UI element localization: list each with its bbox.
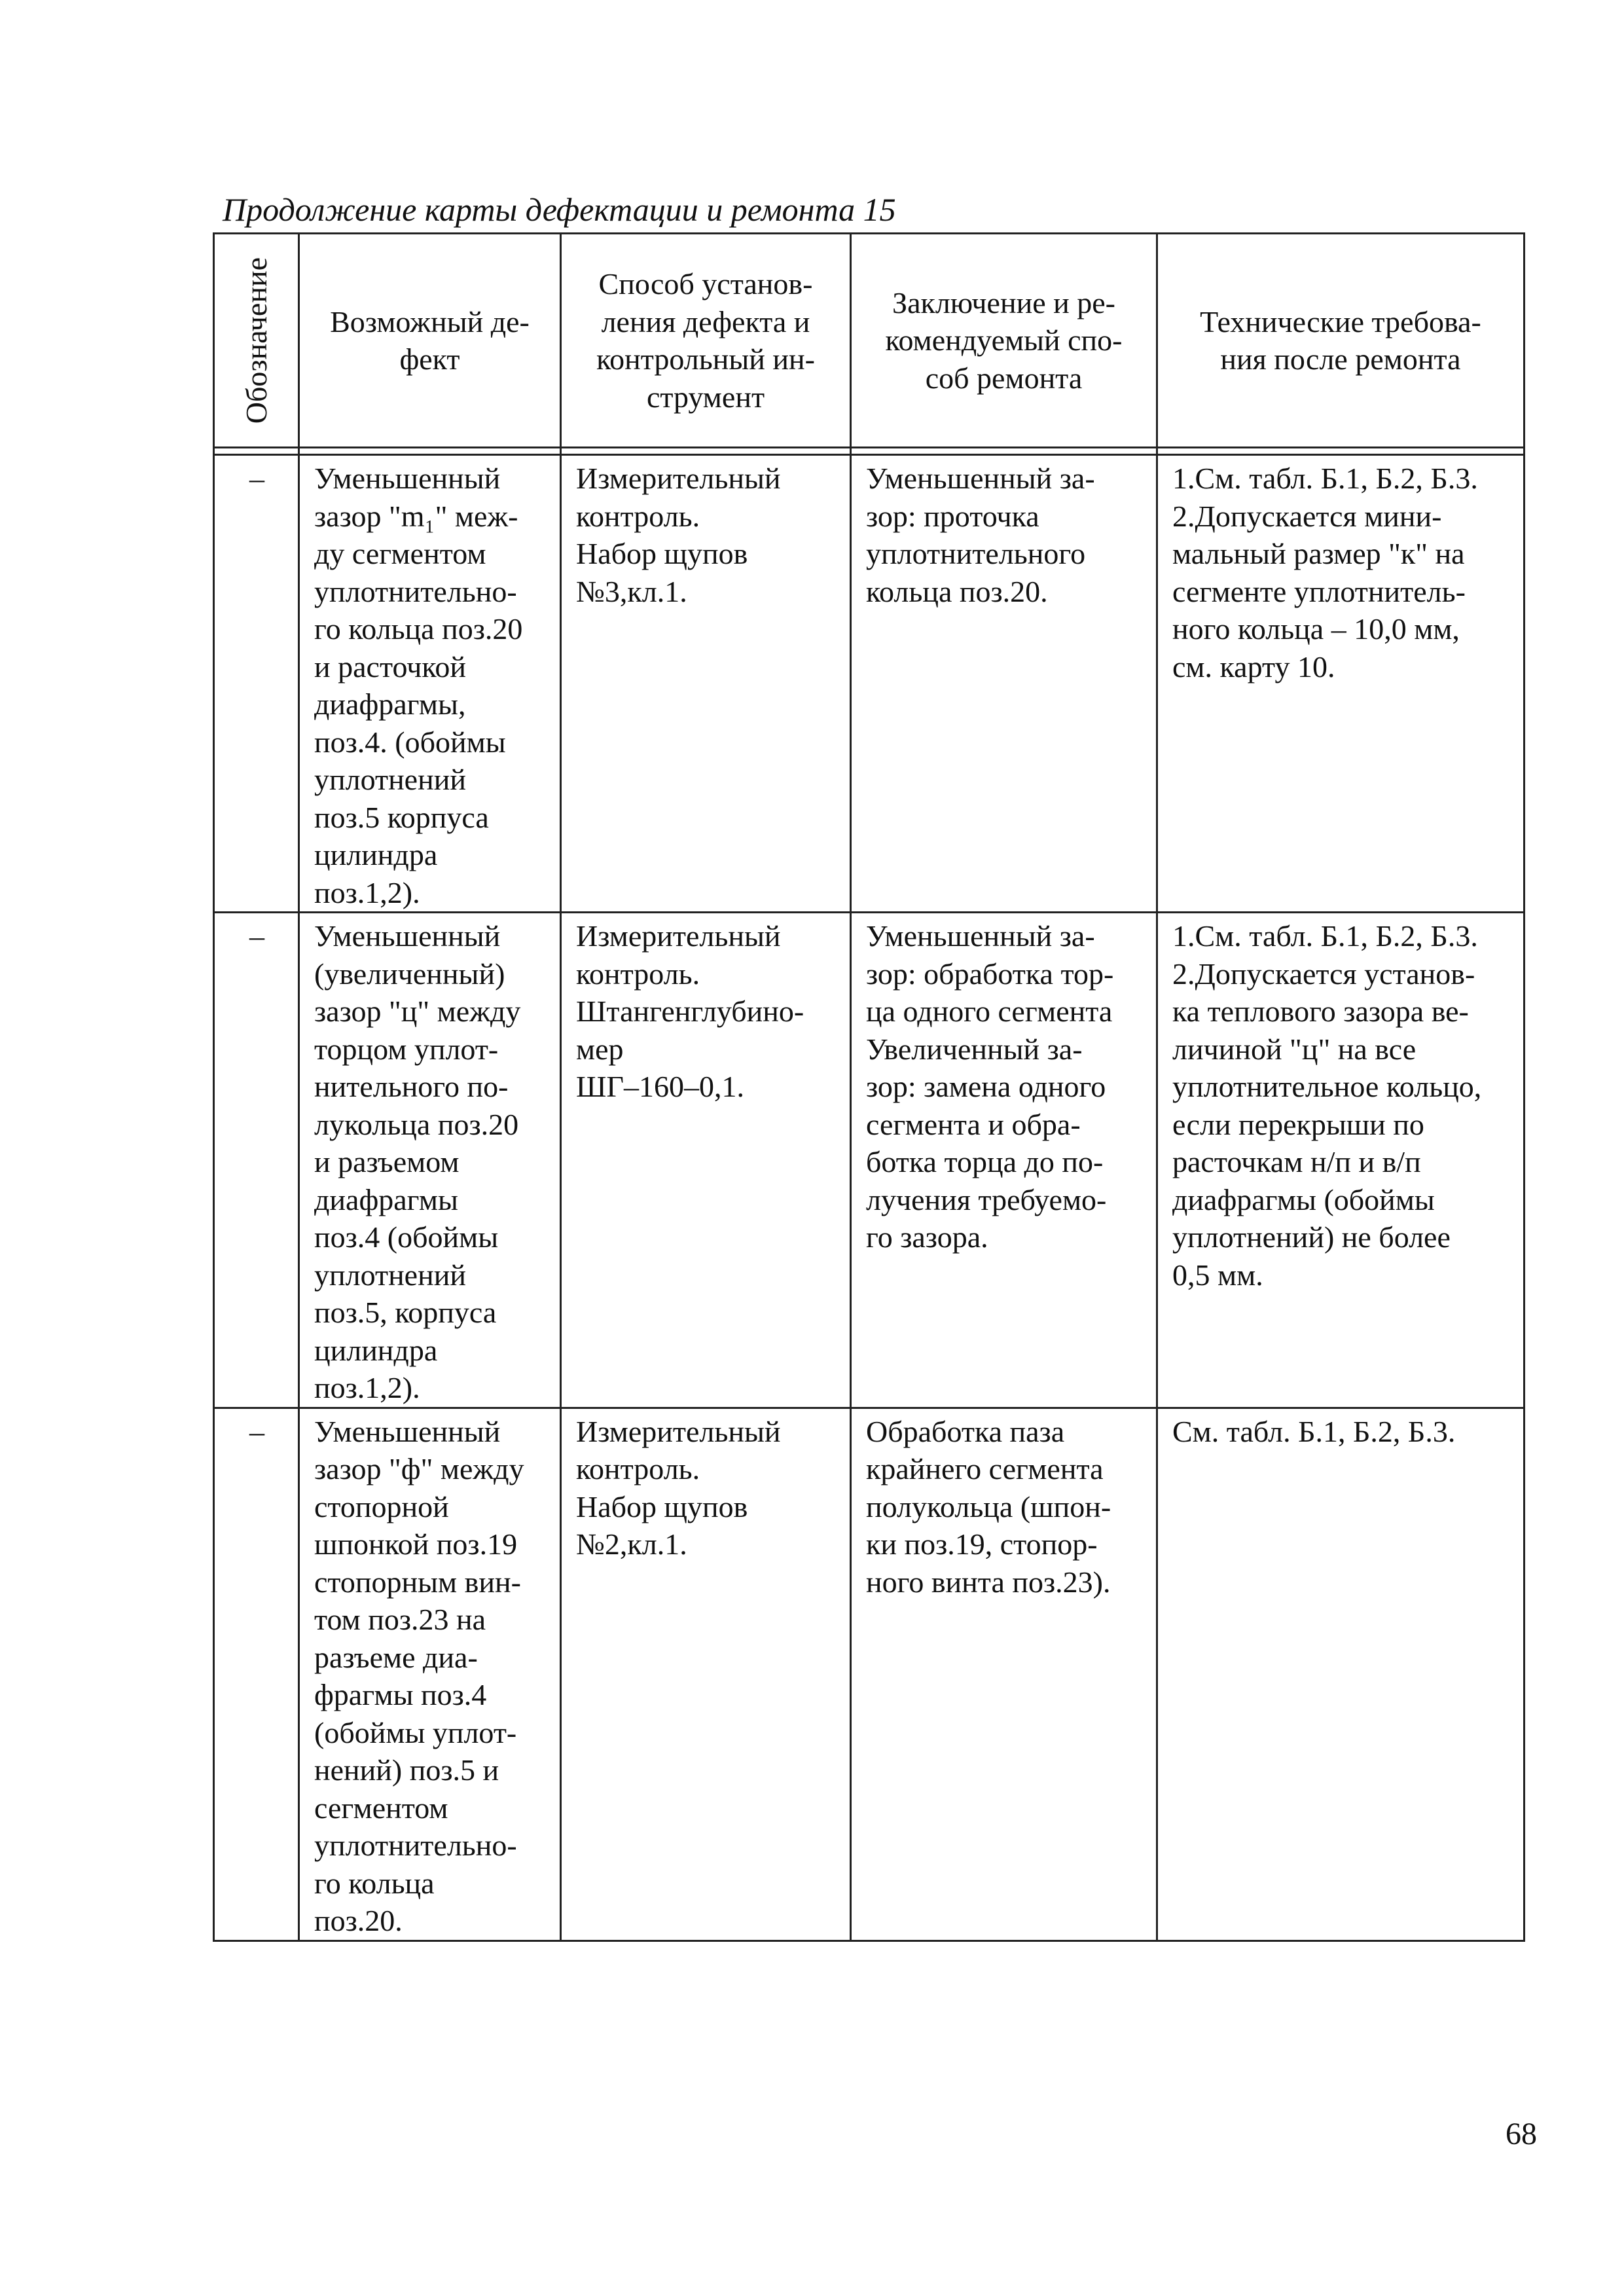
cell-line: мер [576,1032,624,1066]
cell-line: Увеличенный за- [866,1032,1083,1066]
header-designation-label: Обозначение [239,257,273,424]
cell-line: 1.См. табл. Б.1, Б.2, Б.3. [1172,462,1478,495]
row-defect [299,455,561,913]
cell-line: цилиндра [314,838,438,871]
cell-line: ного кольца – 10,0 мм, [1172,612,1460,646]
cell-line: Штангенглубино- [576,994,804,1028]
cell-line: и разъемом [314,1145,460,1178]
cell-line: уплотнений [314,1258,466,1292]
cell-line: нений) поз.5 и [314,1753,499,1787]
cell-line: (увеличенный) [314,957,505,991]
cell-line: лукольца поз.20 [314,1107,519,1141]
table-row [214,455,1525,913]
defect-repair-table [213,232,1525,1942]
cell-line: Набор щупов [576,537,748,570]
cell-line: мальный размер "к" на [1172,537,1465,570]
page-number: 68 [1506,2117,1537,2151]
cell-line: го кольца поз.20 [314,612,523,646]
cell-line: см. карту 10. [1172,649,1335,683]
cell-line: зор: обработка тор- [866,957,1114,991]
cell-line: №2,кл.1. [576,1527,687,1561]
cell-line: лучения требуемо- [866,1182,1107,1216]
cell-line: Набор щупов [576,1489,748,1523]
cell-line: струмент [646,380,765,414]
cell-line: сегмента и обра- [866,1107,1081,1141]
cell-line: го зазора. [866,1220,988,1254]
cell-line: зор: проточка [866,499,1039,533]
cell-line: если перекрыши по [1172,1107,1424,1141]
row-method [561,913,851,1408]
cell-line: комендуемый спо- [885,323,1123,357]
cell-line: ного винта поз.23). [866,1565,1111,1599]
cell-line: нительного по- [314,1070,509,1103]
cell-line: ца одного сегмента [866,994,1113,1028]
row-conclusion [851,913,1157,1408]
cell-line: зор: замена одного [866,1070,1106,1103]
cell-line: контроль. [576,957,700,991]
cell-line: ка теплового зазора ве- [1172,994,1469,1028]
cell-line: 2.Допускается мини- [1172,499,1442,533]
cell-line: го кольца [314,1866,435,1900]
cell-line: Обработка паза [866,1414,1065,1448]
cell-line: Уменьшенный [314,1414,501,1448]
cell-line: уплотнений) не более [1172,1220,1451,1254]
cell-line: поз.1,2). [314,875,420,909]
cell-line: поз.5 корпуса [314,800,489,834]
cell-line: Уменьшенный за- [866,462,1095,495]
cell-line: ШГ–160–0,1. [576,1070,744,1103]
cell-line: контроль. [576,499,700,533]
header-method [561,234,851,448]
header-defect [299,234,561,448]
cell-line: ния после ремонта [1220,342,1461,376]
cell-line: Уменьшенный [314,919,501,953]
header-conclusion [851,234,1157,448]
cell-line: поз.4. (обоймы [314,725,506,759]
cell-line: Заключение и ре- [892,285,1115,319]
cell-line: ки поз.19, стопор- [866,1527,1098,1561]
cell-line: зазор "ц" между [314,994,521,1028]
cell-line: 1.См. табл. Б.1, Б.2, Б.3. [1172,919,1478,953]
cell-line: цилиндра [314,1333,438,1367]
row-designation: – [214,1408,299,1941]
table-header-row [214,234,1525,448]
cell-line: поз.4 (обоймы [314,1220,499,1254]
cell-line: полукольца (шпон- [866,1489,1111,1523]
cell-line: сегментом [314,1791,448,1825]
cell-line: ления дефекта и [601,304,810,338]
row-method [561,455,851,913]
cell-line: 0,5 мм. [1172,1258,1263,1292]
row-designation: – [214,455,299,913]
cell-line: поз.5, корпуса [314,1296,497,1329]
cell-line: Измерительный [576,919,781,953]
cell-line: контроль. [576,1452,700,1485]
cell-line: уплотнений [314,763,466,796]
cell-line: 2.Допускается установ- [1172,957,1475,991]
cell-line: шпонкой поз.19 [314,1527,518,1561]
cell-line: зазор "ф" между [314,1452,524,1485]
table-row [214,1408,1525,1941]
header-separator [214,448,1525,455]
cell-line: стопорной [314,1489,449,1523]
row-defect [299,913,561,1408]
cell-line: фект [399,342,460,376]
cell-line: ботка торца до по- [866,1145,1104,1178]
cell-line: уплотнительное кольцо, [1172,1070,1482,1103]
cell-line: уплотнительно- [314,574,517,608]
cell-line: Уменьшенный [314,462,501,495]
cell-line: диафрагмы (обоймы [1172,1182,1435,1216]
cell-line: Уменьшенный за- [866,919,1095,953]
cell-line: кольца поз.20. [866,574,1048,608]
row-requirements [1157,1408,1525,1941]
cell-line: крайнего сегмента [866,1452,1104,1485]
cell-line: стопорным вин- [314,1565,521,1599]
row-requirements [1157,913,1525,1408]
cell-line: Способ установ- [598,267,813,301]
cell-line: и расточкой [314,649,467,683]
row-requirements [1157,455,1525,913]
cell-line: том поз.23 на [314,1603,486,1636]
cell-line: поз.1,2). [314,1371,420,1404]
table-caption: Продолжение карты дефектации и ремонта 15 [223,191,896,228]
cell-line: разъеме диа- [314,1640,478,1674]
cell-line: уплотнительно- [314,1829,517,1862]
cell-line: расточкам н/п и в/п [1172,1145,1421,1178]
cell-line: №3,кл.1. [576,574,687,608]
cell-line: Измерительный [576,462,781,495]
row-designation: – [214,913,299,1408]
row-method [561,1408,851,1941]
cell-line: торцом уплот- [314,1032,499,1066]
row-defect [299,1408,561,1941]
cell-line: ду сегментом [314,537,486,570]
cell-line: зазор "m₁" меж- [314,499,518,533]
cell-line: уплотнительного [866,537,1086,570]
cell-line: личиной "ц" на все [1172,1032,1416,1066]
cell-line: Возможный де- [330,304,530,338]
cell-line: См. табл. Б.1, Б.2, Б.3. [1172,1414,1456,1448]
cell-line: контрольный ин- [596,342,815,376]
cell-line: поз.20. [314,1904,403,1937]
cell-line: Технические требова- [1200,304,1481,338]
table-row [214,913,1525,1408]
cell-line: фрагмы поз.4 [314,1678,487,1711]
cell-line: (обоймы уплот- [314,1715,517,1749]
header-designation [214,234,299,448]
row-conclusion [851,455,1157,913]
cell-line: сегменте уплотнитель- [1172,574,1466,608]
cell-line: соб ремонта [925,361,1083,395]
header-requirements [1157,234,1525,448]
cell-line: Измерительный [576,1414,781,1448]
row-conclusion [851,1408,1157,1941]
cell-line: диафрагмы, [314,687,466,721]
cell-line: диафрагмы [314,1182,458,1216]
